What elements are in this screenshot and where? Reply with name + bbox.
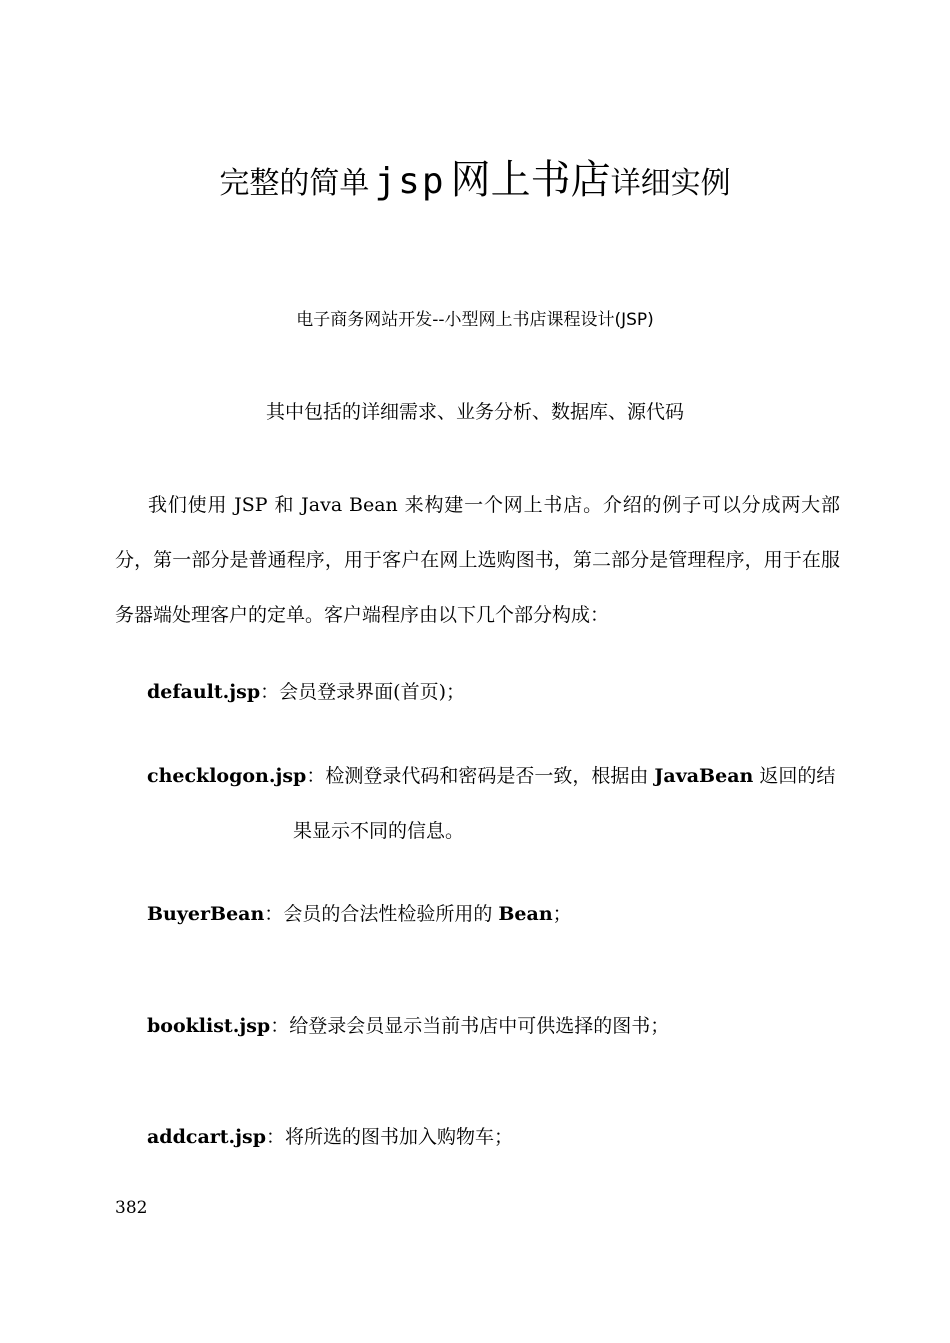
- item-file-name: default.jsp: [147, 681, 261, 703]
- item-file-name: checklogon.jsp: [147, 765, 307, 787]
- title-part-4: 详细实例: [610, 166, 731, 201]
- list-item: [147, 677, 847, 704]
- document-title: [0, 157, 950, 203]
- item-description-bold: Bean: [498, 903, 553, 925]
- item-description: 给登录会员显示当前书店中可供选择的图书；: [289, 1015, 670, 1037]
- item-description-continuation: 果显示不同的信息。: [293, 820, 465, 842]
- item-separator: ：: [260, 681, 280, 703]
- list-item: [147, 761, 847, 788]
- item-description: 将所选的图书加入购物车；: [285, 1126, 514, 1148]
- list-item: [147, 1011, 847, 1038]
- contents-line: 其中包括的详细需求、业务分析、数据库、源代码: [265, 401, 684, 423]
- item-separator: ：: [270, 1015, 290, 1037]
- title-part-1: 完整的简单: [219, 166, 370, 201]
- item-separator: ：: [264, 903, 284, 925]
- title-part-3: 网上书店: [450, 157, 611, 203]
- item-description-bold: JavaBean: [654, 765, 754, 787]
- intro-paragraph: 我们使用 JSP 和 Java Bean 来构建一个网上书店。介绍的例子可以分成两大部分，第一部分是普通程序，用于客户在网上选购图书，第二部分是管理程序，用于在服务器端处理客户的定单。客户端程序由以下几个部分构成：: [115, 494, 840, 626]
- item-separator: ：: [306, 765, 326, 787]
- item-separator: ：: [266, 1126, 286, 1148]
- item-description-end: ；: [552, 903, 572, 925]
- item-description-end: 返回的结: [753, 765, 836, 787]
- item-file-name: booklist.jsp: [147, 1015, 271, 1037]
- item-description: 会员登录界面(首页)；: [279, 681, 465, 703]
- page-number: 382: [115, 1198, 148, 1218]
- item-file-name: BuyerBean: [147, 903, 265, 925]
- item-description: 会员的合法性检验所用的: [283, 903, 499, 925]
- item-description: 检测登录代码和密码是否一致，根据由: [325, 765, 655, 787]
- subtitle: 电子商务网站开发--小型网上书店课程设计(JSP): [296, 310, 654, 330]
- list-item: [147, 899, 847, 926]
- list-item: [147, 1122, 847, 1149]
- title-part-2: jsp: [374, 161, 446, 202]
- item-file-name: addcart.jsp: [147, 1126, 267, 1148]
